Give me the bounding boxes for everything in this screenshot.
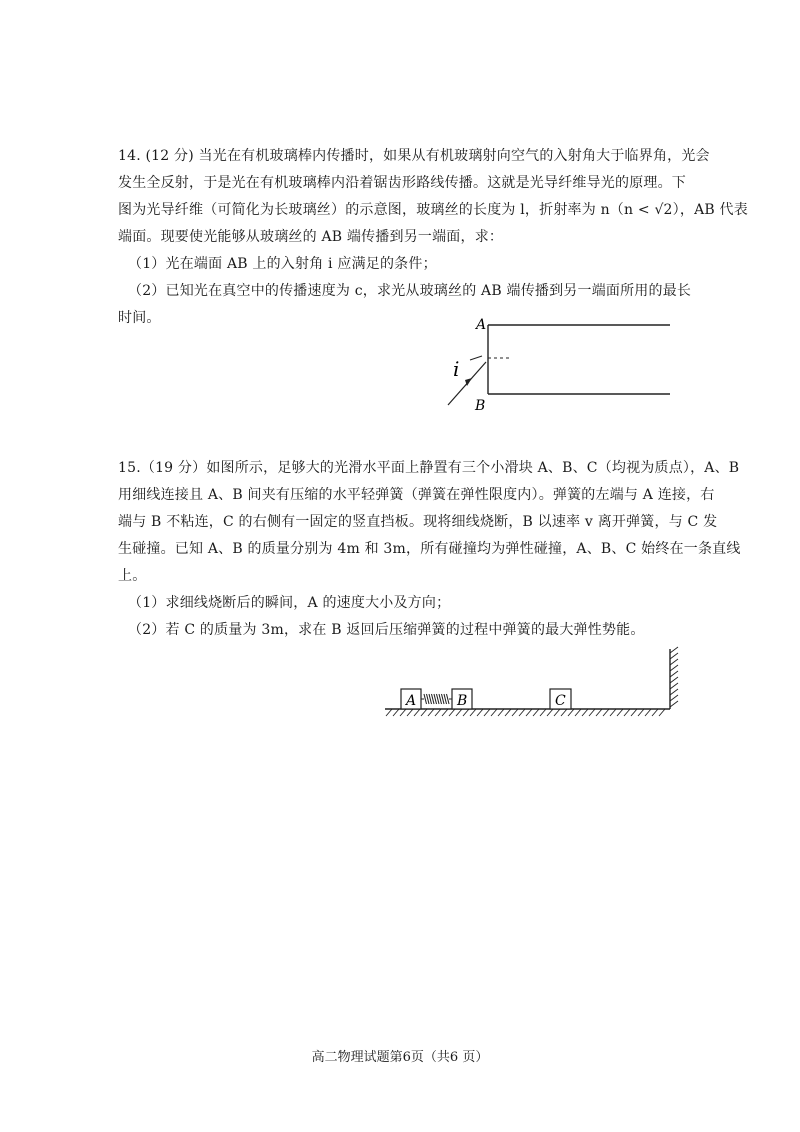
q15-line: 用细线连接且 A、B 间夹有压缩的水平轻弹簧（弹簧在弹性限度内）。弹簧的左端与 A 连接，右 — [118, 487, 715, 503]
label-b: B — [475, 398, 486, 414]
question-14-text — [118, 143, 748, 332]
label-incidence-angle: i — [453, 357, 460, 381]
optical-fiber-figure — [440, 312, 680, 414]
q15-line: 生碰撞。已知 A、B 的质量分别为 4m 和 3m，所有碰撞均为弹性碰撞，A、B、C 始终在一条直线 — [118, 541, 741, 557]
q14-subquestion-1: （1）光在端面 AB 上的入射角 i 应满足的条件； — [128, 256, 437, 272]
q15-subquestion-1: （1）求细线烧断后的瞬间，A 的速度大小及方向； — [128, 595, 451, 611]
label-a: A — [476, 317, 487, 333]
block-a-label: A — [406, 693, 417, 709]
q14-line: 时间。 — [118, 310, 161, 326]
blocks-spring-figure — [380, 645, 690, 725]
q14-subquestion-2: （2）已知光在真空中的传播速度为 c，求光从玻璃丝的 AB 端传播到另一端面所用的最长 — [128, 283, 692, 299]
q15-subquestion-2: （2）若 C 的质量为 3m，求在 B 返回后压缩弹簧的过程中弹簧的最大弹性势能。 — [128, 622, 645, 638]
ground-hatching — [386, 709, 665, 716]
spring — [421, 694, 452, 704]
block-b-label: B — [457, 693, 468, 709]
q14-line: 14. (12 分) 当光在有机玻璃棒内传播时，如果从有机玻璃射向空气的入射角大于临界角，光会 — [118, 148, 710, 164]
q15-line: 上。 — [118, 568, 147, 584]
q14-line: 图为光导纤维（可简化为长玻璃丝）的示意图，玻璃丝的长度为 l，折射率为 n（n < √2），AB 代表 — [118, 202, 748, 218]
q15-line: 15.（19 分）如图所示，足够大的光滑水平面上静置有三个小滑块 A、B、C（均视为质点），A、B — [118, 460, 740, 476]
q15-line: 端与 B 不粘连，C 的右侧有一固定的竖直挡板。现将细线烧断，B 以速率 v 离开弹簧，与 C 发 — [118, 514, 718, 530]
question-15-text — [118, 455, 741, 644]
q14-line: 发生全反射，于是光在有机玻璃棒内沿着锯齿形路线传播。这就是光导纤维导光的原理。下 — [118, 175, 686, 191]
page-footer: 高二物理试题第6页（共6 页） — [311, 1050, 489, 1065]
block-c-label: C — [555, 693, 566, 709]
wall-hatching — [670, 647, 678, 707]
q14-line: 端面。现要使光能够从玻璃丝的 AB 端传播到另一端面，求： — [118, 229, 504, 245]
